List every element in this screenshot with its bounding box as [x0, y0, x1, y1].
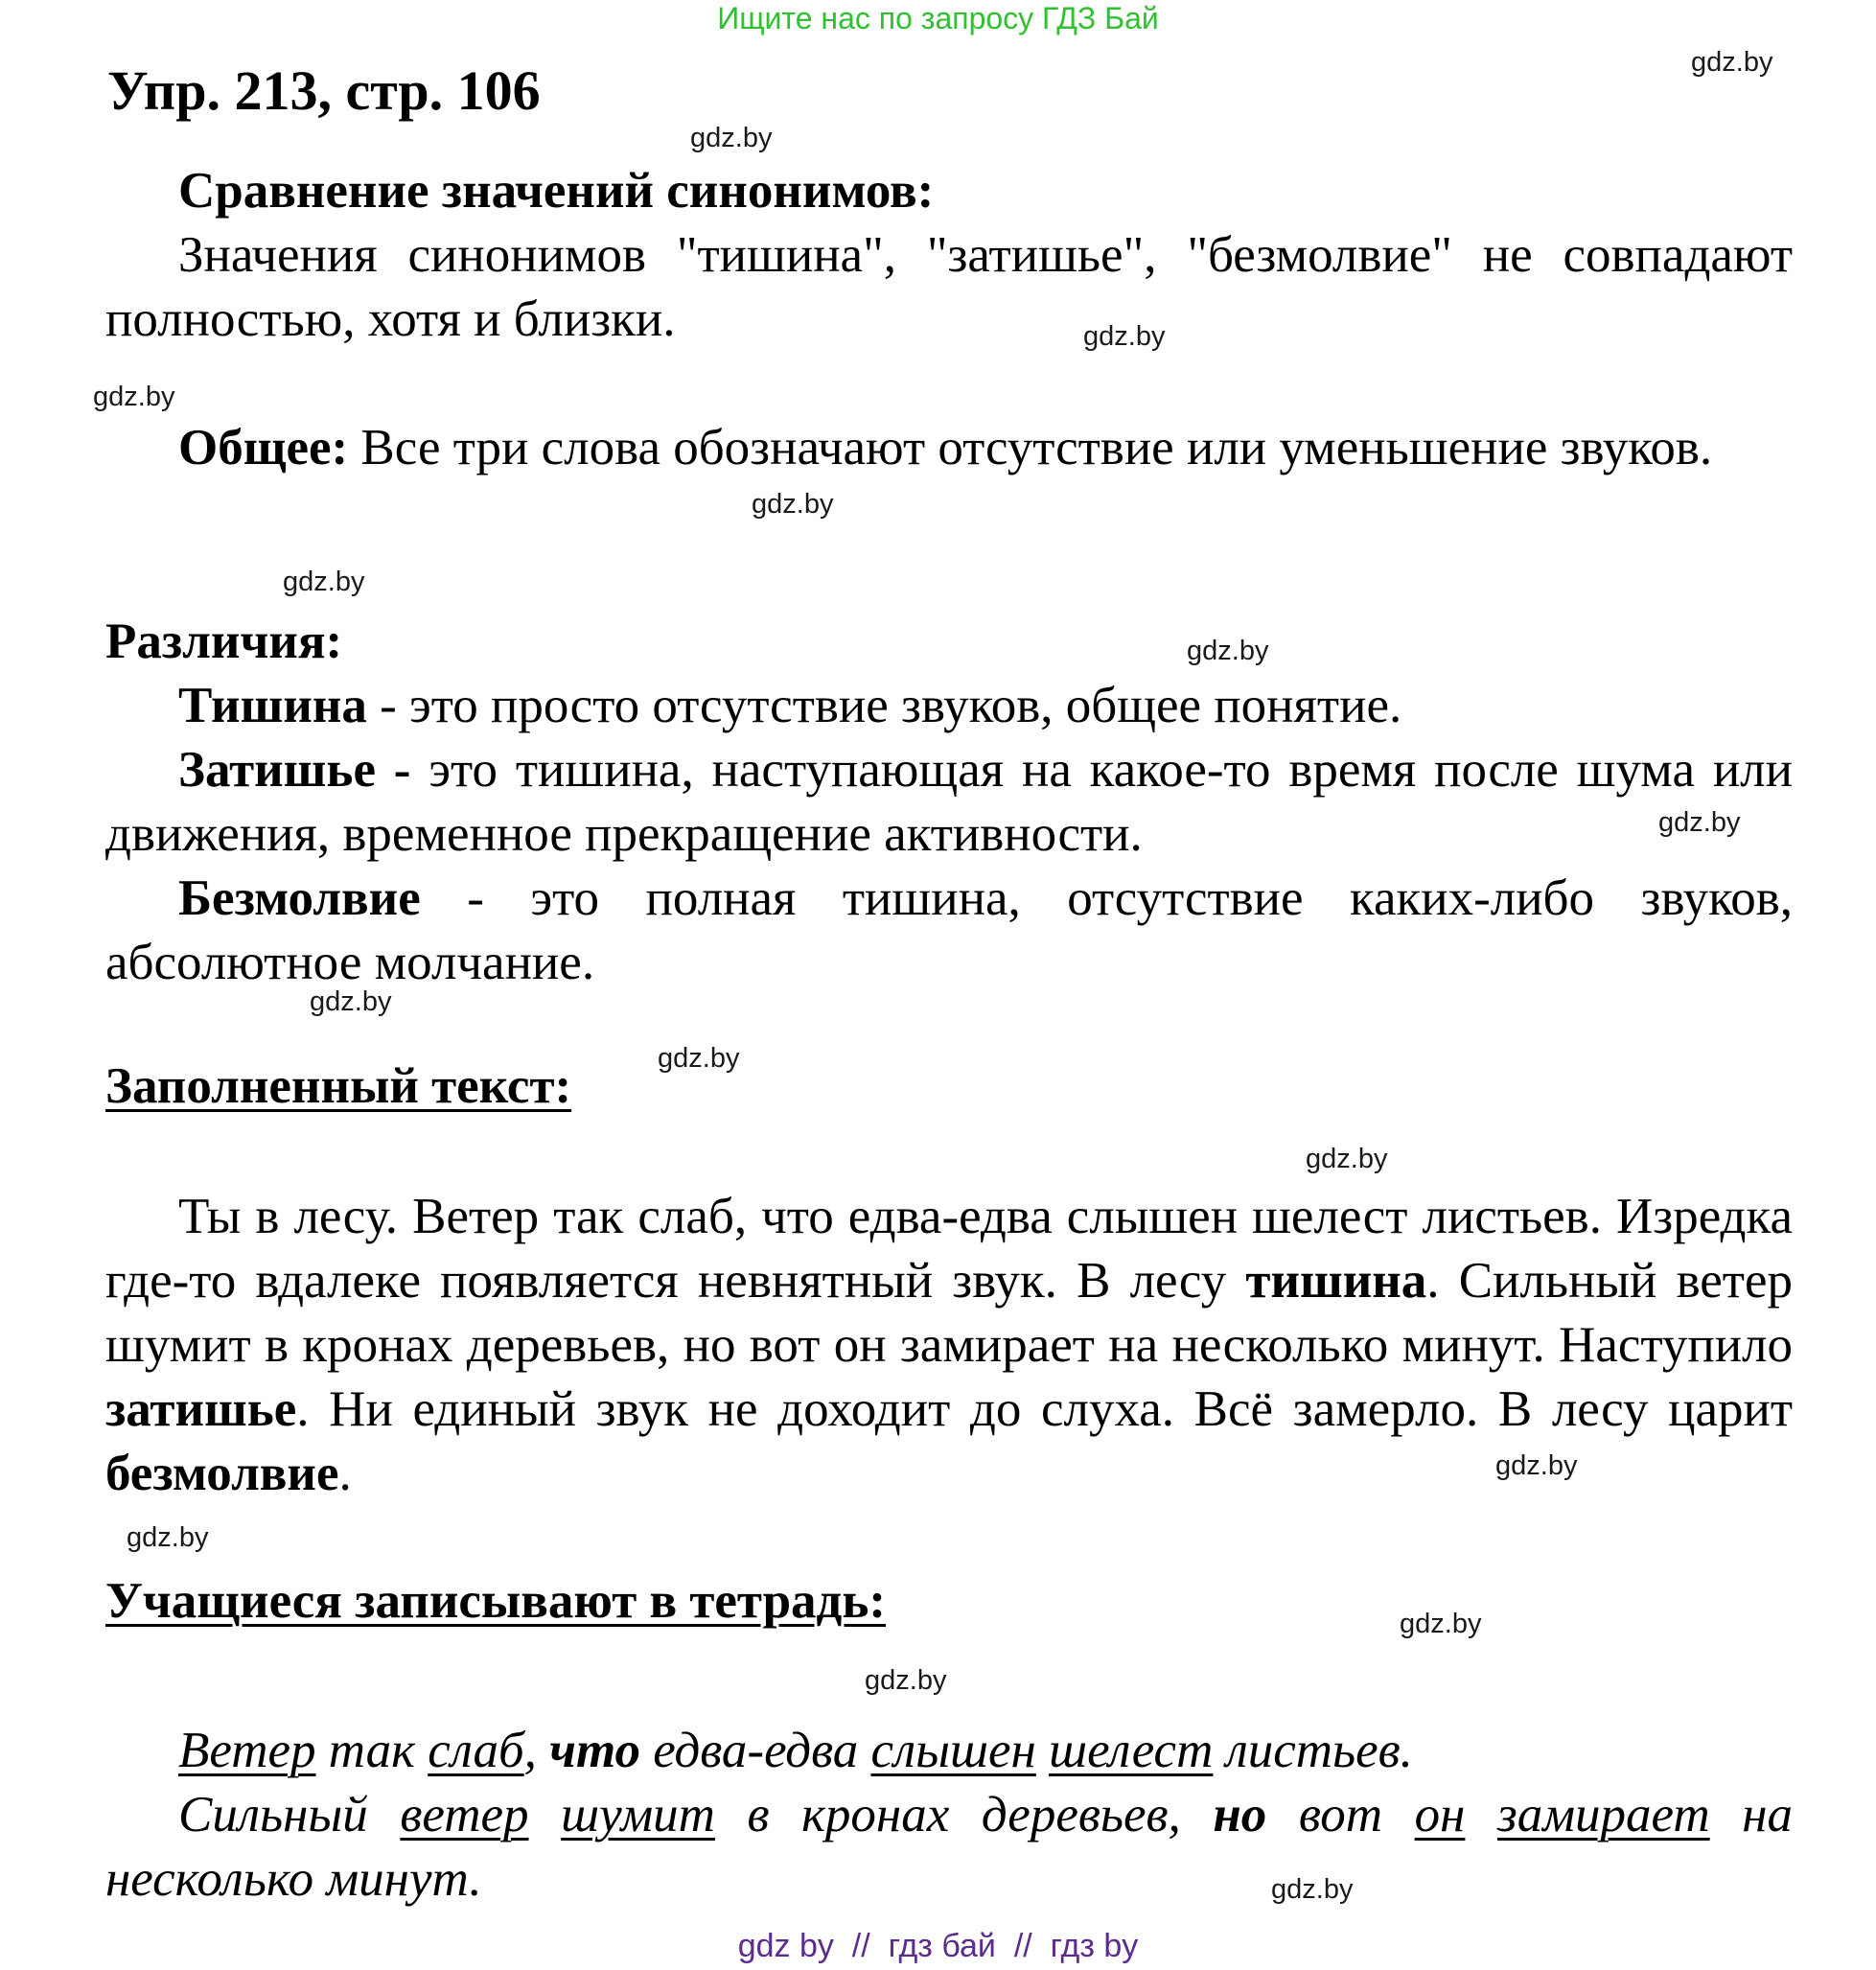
difference-text: - это просто отсутствие звуков, общее понятие. — [366, 678, 1402, 733]
difference-text: это тишина, наступающая на какое-то время после шума или движения, временное прекращение активности. — [105, 742, 1793, 862]
predicate-word: замирает — [1497, 1787, 1710, 1843]
subject-word: ветер — [400, 1787, 529, 1843]
watermark: gdz.by — [127, 1522, 209, 1553]
watermark: gdz.by — [1691, 47, 1773, 78]
plain-text: едва-едва — [640, 1723, 871, 1778]
conjunction-word: что — [549, 1723, 641, 1778]
watermark: gdz.by — [1083, 321, 1166, 352]
difference-term: Тишина — [178, 678, 367, 733]
differences-section — [105, 610, 1793, 995]
exercise-title: Упр. 213, стр. 106 — [107, 59, 541, 122]
plain-text: , — [523, 1723, 550, 1778]
notebook-sentence-1 — [105, 1719, 1793, 1783]
filled-part: . Сильный ветер шумит в кронах деревьев, но вот он замирает на несколько минут. Наступило — [105, 1253, 1793, 1373]
comparison-section — [105, 159, 1793, 352]
plain-text: в кронах деревьев, — [714, 1787, 1214, 1843]
watermark: gdz.by — [1495, 1450, 1578, 1481]
watermark: gdz.by — [865, 1665, 947, 1696]
difference-term: Затишье - — [178, 742, 411, 798]
notebook-heading: Учащиеся записывают в тетрадь: — [105, 1573, 887, 1629]
filled-part: . — [338, 1446, 352, 1501]
difference-term: Безмолвие — [178, 870, 421, 926]
filled-heading: Заполненный текст: — [105, 1058, 572, 1114]
difference-text: - это полная тишина, отсутствие каких-либо звуков, абсолютное молчание. — [105, 870, 1793, 990]
differences-heading: Различия: — [105, 614, 343, 669]
difference-item — [105, 674, 1793, 738]
watermark: gdz.by — [690, 123, 773, 153]
subject-word: он — [1414, 1787, 1466, 1843]
watermark: gdz.by — [283, 567, 365, 597]
watermark: gdz.by — [752, 489, 834, 520]
subject-word: шелест — [1049, 1723, 1214, 1778]
plain-text — [529, 1787, 562, 1843]
difference-item — [105, 738, 1793, 867]
subject-word: Ветер — [178, 1723, 316, 1778]
filled-heading-wrap — [105, 1055, 1793, 1119]
watermark: gdz.by — [1306, 1144, 1388, 1174]
watermark: gdz.by — [1400, 1609, 1482, 1639]
comparison-text: Значения синонимов "тишина", "затишье", "безмолвие" не совпадают полностью, хотя и близки. — [105, 227, 1793, 347]
filled-word-bezmolvie: безмолвие — [105, 1446, 339, 1501]
filled-word-zatishye: затишье — [105, 1381, 297, 1437]
filled-part: . Ни единый звук не доходит до слуха. Всё замерло. В лесу царит — [296, 1381, 1793, 1437]
plain-text — [1036, 1723, 1049, 1778]
filled-word-tishina: тишина — [1245, 1253, 1427, 1309]
plain-text: вот — [1266, 1787, 1415, 1843]
footer-links: gdz by // гдз бай // гдз by — [737, 1928, 1139, 1964]
plain-text: Сильный — [178, 1787, 401, 1843]
watermark: gdz.by — [1271, 1874, 1354, 1905]
plain-text: на несколько минут. — [105, 1787, 1794, 1907]
difference-item — [105, 867, 1793, 995]
predicate-word: шумит — [561, 1787, 715, 1843]
comparison-heading: Сравнение значений синонимов: — [178, 163, 935, 219]
plain-text: так — [315, 1723, 428, 1778]
watermark: gdz.by — [658, 1043, 740, 1074]
watermark: gdz.by — [93, 382, 175, 412]
plain-text: листьев. — [1213, 1723, 1413, 1778]
notebook-sentence-2 — [105, 1783, 1793, 1912]
watermark: gdz.by — [1658, 807, 1741, 838]
filled-text — [105, 1185, 1793, 1506]
notebook-heading-wrap — [105, 1569, 1793, 1634]
common-section — [105, 416, 1793, 480]
predicate-word: слаб — [428, 1723, 524, 1778]
notebook-sentences — [105, 1719, 1793, 1912]
conjunction-word: но — [1213, 1787, 1267, 1843]
plain-text — [1465, 1787, 1497, 1843]
watermark: gdz.by — [310, 986, 392, 1017]
predicate-word: слышен — [870, 1723, 1036, 1778]
common-label: Общее: — [178, 420, 349, 475]
filled-part: Ты в лесу. Ветер так слаб, что едва-едва слышен шелест листьев. Изредка где-то вдалеке появляется невнятный звук. В лесу — [105, 1189, 1793, 1309]
common-text: Все три слова обозначают отсутствие или уменьшение звуков. — [348, 420, 1713, 475]
watermark: gdz.by — [1187, 636, 1269, 666]
search-banner: Ищите нас по запросу ГДЗ Бай — [717, 1, 1159, 35]
